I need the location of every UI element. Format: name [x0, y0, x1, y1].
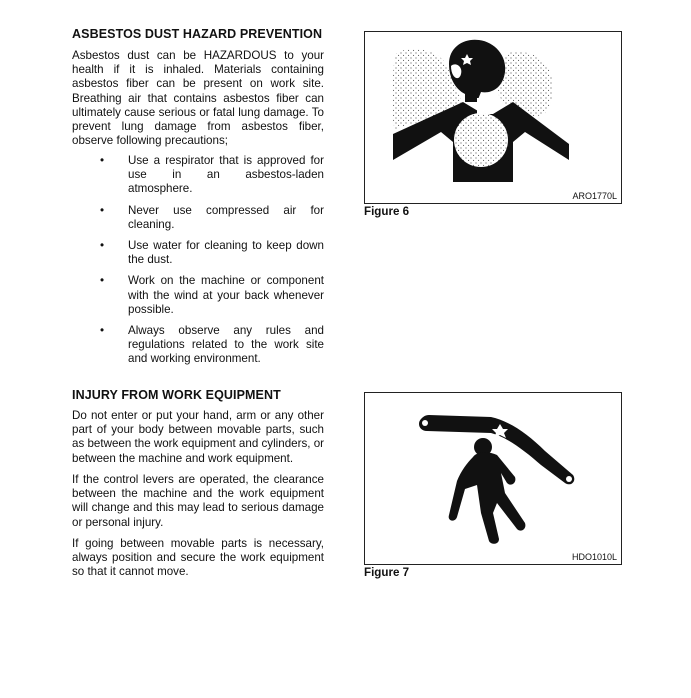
list-item-text: Never use compressed air for cleaning. — [128, 203, 324, 231]
figure-code: HDO1010L — [571, 552, 617, 562]
work-equipment-paragraph-2: If the control levers are operated, the clearance between the machine and the work equipment will change and this may lead to serious damage or personal injury. — [72, 473, 324, 529]
asbestos-paragraph: Asbestos dust can be HAZARDOUS to your health if it is inhaled. Materials containing asbestos fiber can be present on work site. Breathing air that contains asbestos fiber can ultimately cause serious or fatal lung damage. To prevent lung damage from asbestos fiber, observe following precautions; — [72, 49, 324, 148]
list-item — [72, 154, 324, 197]
section-title-asbestos: ASBESTOS DUST HAZARD PREVENTION — [72, 27, 323, 41]
asbestos-inhalation-icon — [365, 32, 621, 203]
list-item — [72, 274, 324, 317]
bullet-marker: • — [100, 274, 105, 288]
figure-7-frame — [364, 392, 622, 565]
figure-code: ARO1770L — [572, 191, 617, 201]
list-item-text: Work on the machine or component with the wind at your back whenever possible. — [128, 274, 324, 316]
figure-6-frame — [364, 31, 622, 204]
crush-hazard-icon — [365, 393, 621, 564]
figure-caption: Figure 7 — [364, 566, 410, 579]
list-item — [72, 239, 324, 267]
list-item-text: Use a respirator that is approved for use in an asbestos-laden atmosphere. — [128, 154, 324, 196]
bullet-marker: • — [100, 203, 105, 217]
work-equipment-paragraph-1: Do not enter or put your hand, arm or any other part of your body between movable parts, such as between the work equipment and cylinders, or between the machine and work equipment. — [72, 409, 324, 465]
work-equipment-paragraph-3: If going between movable parts is necessary, always position and secure the work equipment so that it cannot move. — [72, 537, 324, 579]
figure-caption: Figure 6 — [364, 205, 410, 218]
list-item-text: Use water for cleaning to keep down the dust. — [128, 239, 324, 267]
bullet-marker: • — [100, 239, 105, 253]
section-title-work-equipment: INJURY FROM WORK EQUIPMENT — [72, 388, 281, 402]
bullet-marker: • — [100, 154, 105, 167]
bullet-marker: • — [100, 324, 105, 338]
list-item — [72, 204, 324, 232]
list-item — [72, 324, 324, 367]
list-item-text: Always observe any rules and regulations related to the work site and working environment. — [128, 324, 324, 366]
precautions-list — [72, 154, 324, 374]
